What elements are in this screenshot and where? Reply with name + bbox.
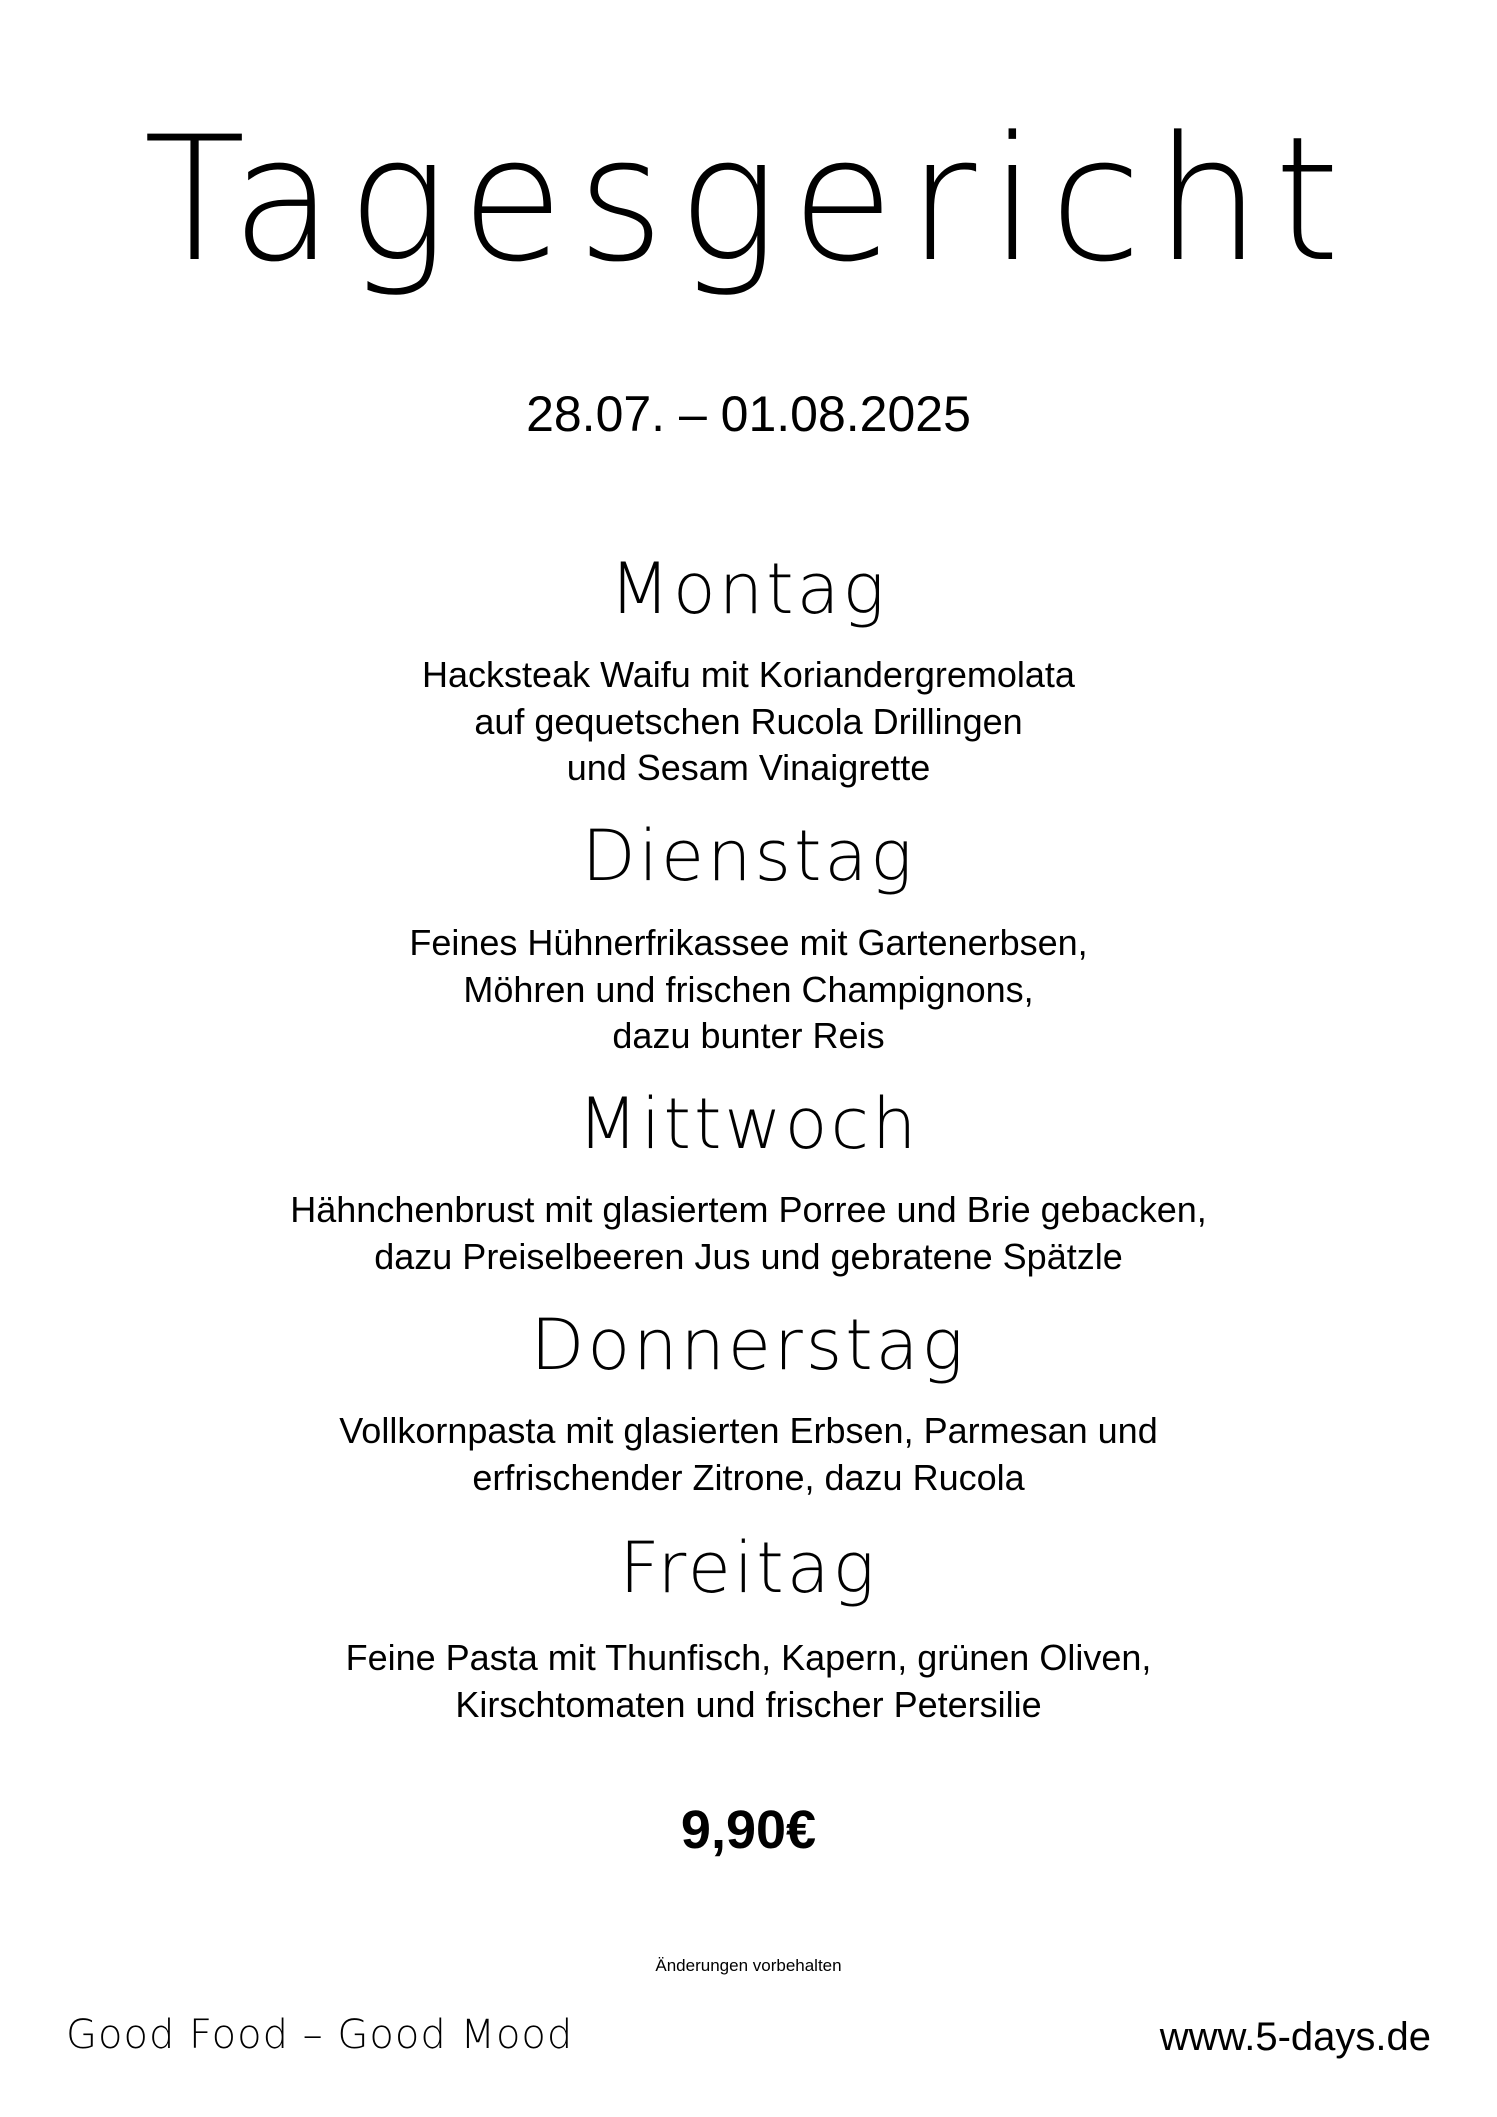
dish-line: Vollkornpasta mit glasierten Erbsen, Parmesan und: [339, 1410, 1158, 1451]
dish-line: Kirschtomaten und frischer Petersilie: [455, 1683, 1042, 1725]
dish-line: Hähnchenbrust mit glasiertem Porree und Brie gebacken,: [290, 1189, 1207, 1230]
dish-friday: [0, 1635, 1497, 1728]
dish-wednesday: [0, 1187, 1497, 1280]
dish-monday: [0, 652, 1497, 792]
dish-line: auf gequetschen Rucola Drillingen: [474, 700, 1023, 742]
day-heading-thursday: Donnerstag: [530, 1304, 967, 1386]
dish-line: erfrischender Zitrone, dazu Rucola: [472, 1456, 1025, 1498]
menu-title: Tagesgericht: [143, 99, 1354, 300]
dish-line: Feines Hühnerfrikassee mit Gartenerbsen,: [409, 922, 1088, 963]
dish-line: Möhren und frischen Champignons,: [463, 968, 1034, 1010]
day-heading-wednesday: Mittwoch: [577, 1083, 920, 1165]
dish-line: dazu Preiselbeeren Jus und gebratene Spätzle: [374, 1235, 1123, 1277]
day-heading-friday: Freitag: [619, 1527, 878, 1609]
dish-thursday: [0, 1408, 1497, 1501]
dish-tuesday: [0, 920, 1497, 1060]
dish-line: Feine Pasta mit Thunfisch, Kapern, grünen Oliven,: [345, 1637, 1152, 1678]
price: 9,90€: [680, 1800, 817, 1860]
date-range: 28.07. – 01.08.2025: [526, 386, 971, 442]
day-heading-monday: Montag: [609, 548, 888, 630]
footer-website: www.5-days.de: [1159, 2015, 1431, 2059]
disclaimer-note: Änderungen vorbehalten: [655, 1956, 842, 1975]
dish-line: Hacksteak Waifu mit Koriandergremolata: [422, 654, 1075, 695]
footer-slogan: Good Food – Good Mood: [66, 2012, 574, 2058]
dish-line: und Sesam Vinaigrette: [566, 747, 931, 788]
day-heading-tuesday: Dienstag: [581, 815, 916, 897]
dish-line: dazu bunter Reis: [612, 1015, 885, 1056]
